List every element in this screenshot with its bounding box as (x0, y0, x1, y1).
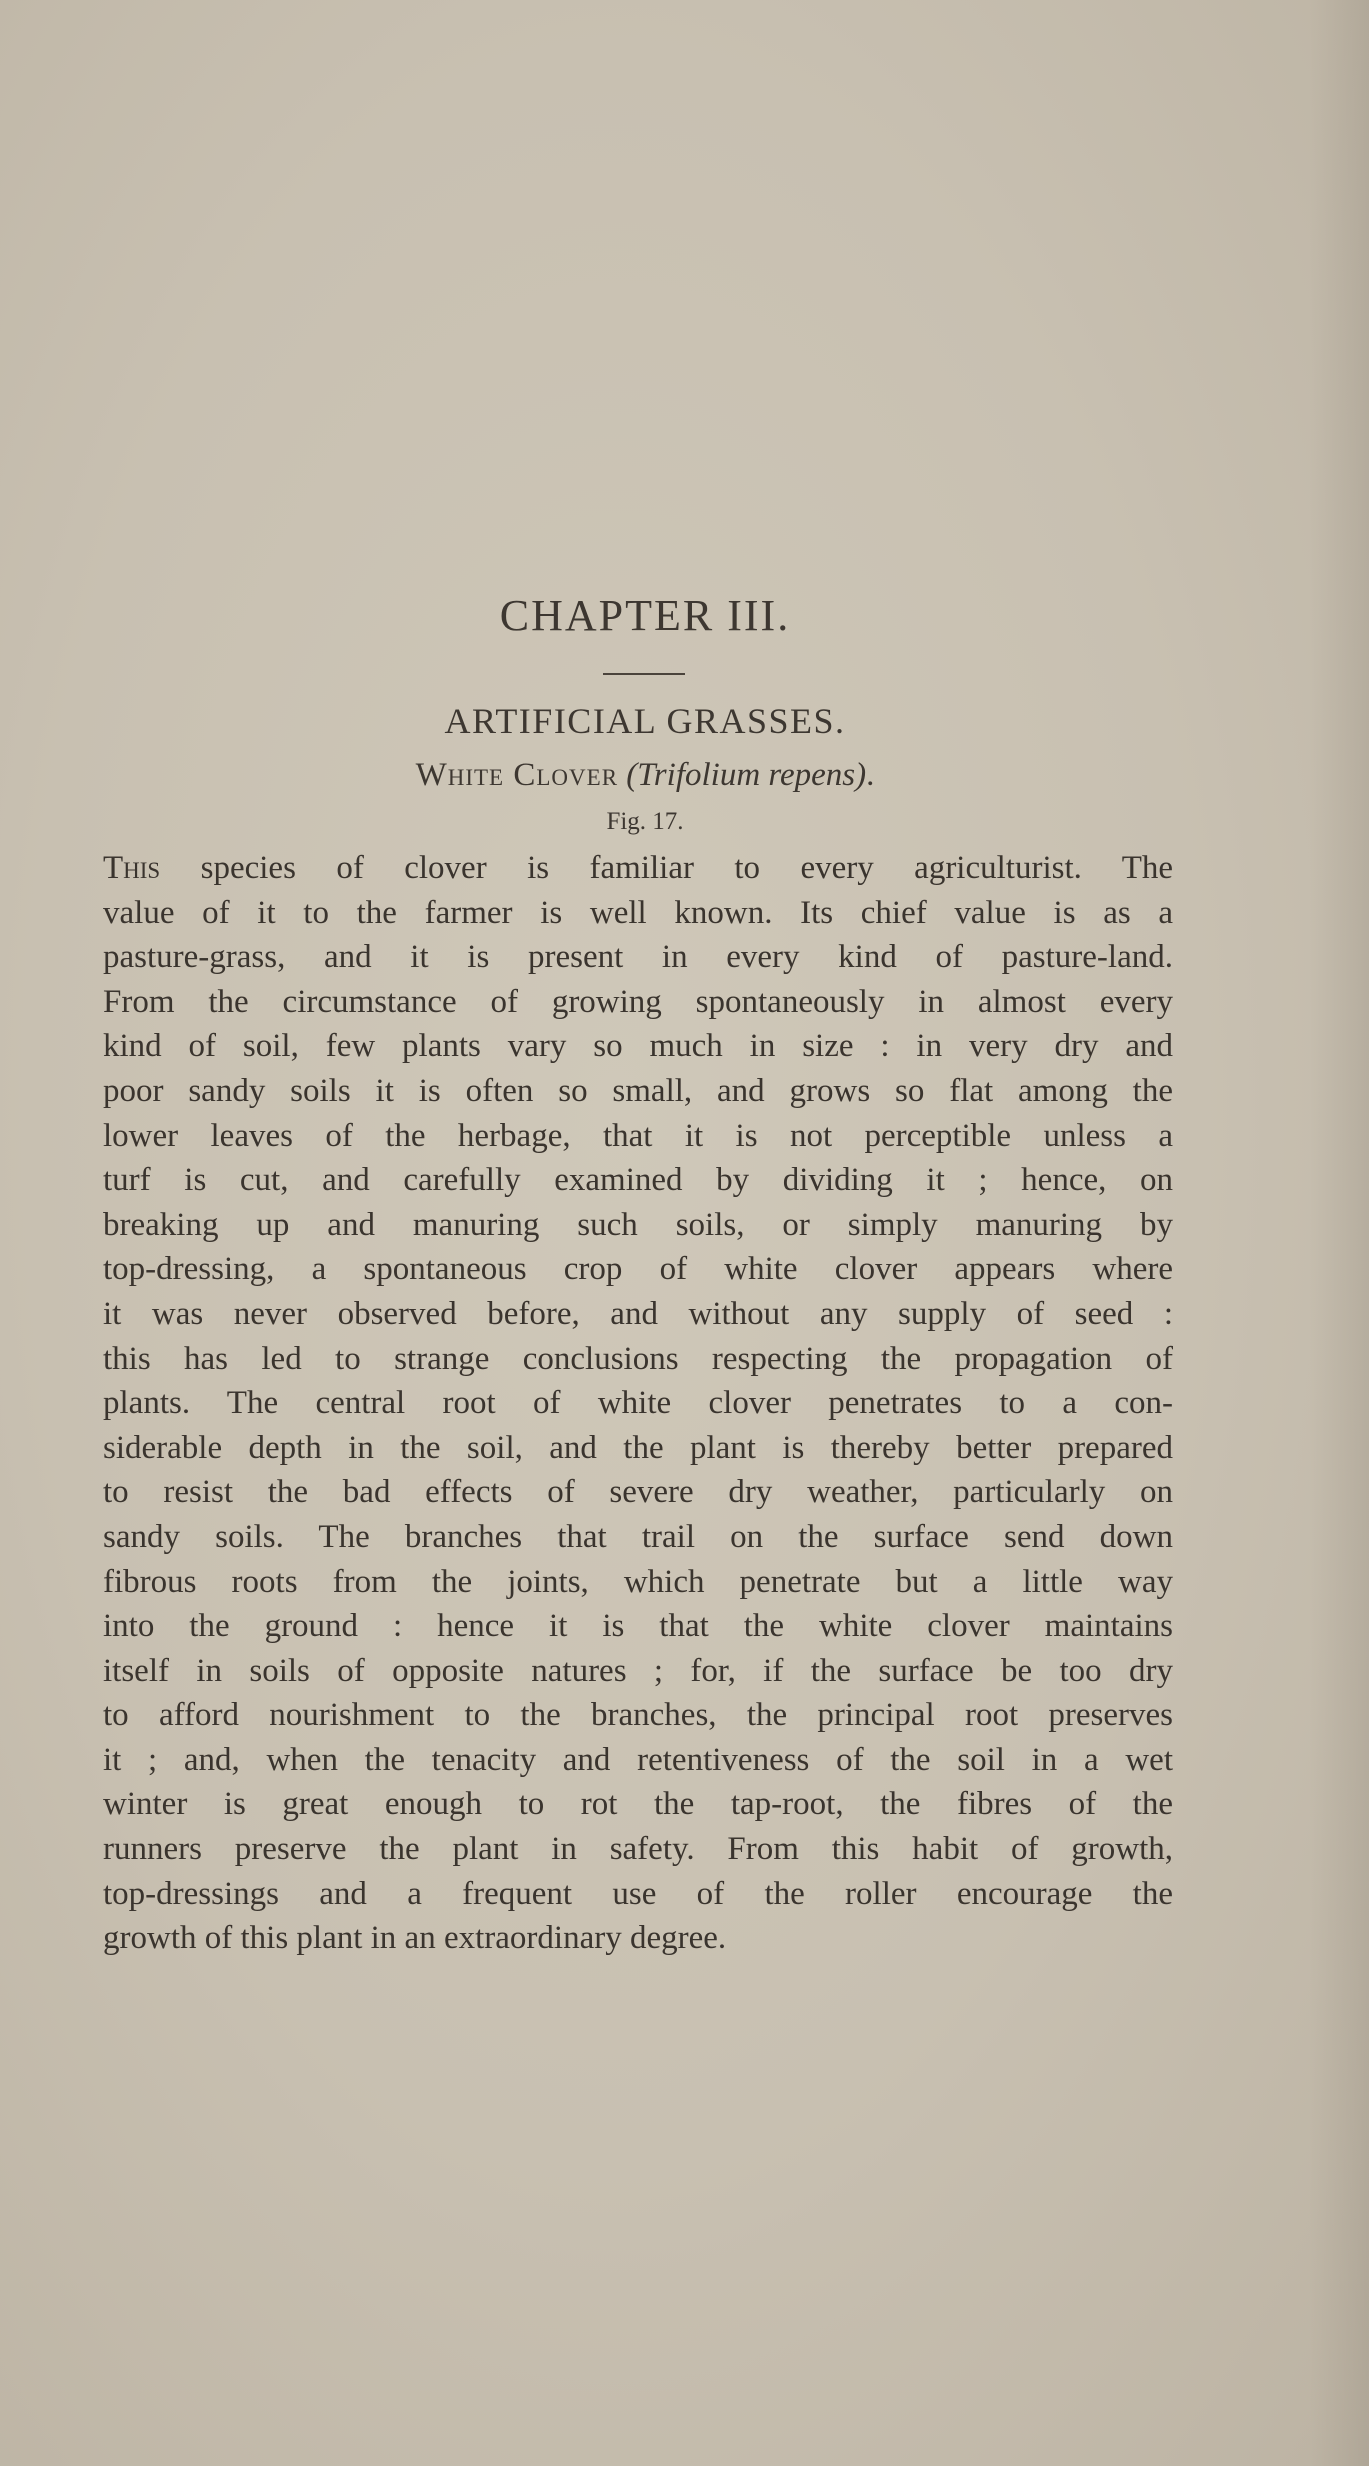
text-line: value of it to the farmer is well known. Its chief value is as a (103, 894, 1173, 931)
latin-name: (Trifolium repens) (626, 757, 867, 793)
text-line: This species of clover is familiar to every agriculturist. The (103, 850, 1173, 886)
text-line: into the ground : hence it is that the white clover maintains (103, 1608, 1173, 1645)
text-line: it ; and, when the tenacity and retentiveness of the soil in a wet (103, 1741, 1173, 1778)
text-line: it was never observed before, and without any supply of seed : (103, 1295, 1173, 1332)
page-edge-shadow (1309, 0, 1369, 2466)
text-line: winter is great enough to rot the tap-root, the fibres of the (103, 1786, 1173, 1823)
text-line: breaking up and manuring such soils, or simply manuring by (103, 1206, 1173, 1243)
text-line: top-dressings and a frequent use of the roller encourage the (103, 1875, 1173, 1912)
first-word: This (103, 850, 161, 886)
common-name: White Clover (415, 757, 619, 793)
text-line: top-dressing, a spontaneous crop of white clover appears where (103, 1251, 1173, 1288)
subsection-title (0, 757, 1290, 794)
text-line: plants. The central root of white clover penetrates to a con- (103, 1385, 1173, 1422)
text-line: siderable depth in the soil, and the plant is thereby better prepared (103, 1429, 1173, 1466)
text-line: pasture-grass, and it is present in every kind of pasture-land. (103, 939, 1173, 976)
text-line: sandy soils. The branches that trail on the surface send down (103, 1518, 1173, 1555)
text-line: runners preserve the plant in safety. From this habit of growth, (103, 1831, 1173, 1868)
title-divider (603, 673, 685, 675)
text-line: fibrous roots from the joints, which penetrate but a little way (103, 1563, 1173, 1600)
text-line: itself in soils of opposite natures ; for, if the surface be too dry (103, 1652, 1173, 1689)
text-line: kind of soil, few plants vary so much in size : in very dry and (103, 1028, 1173, 1065)
text-line-last: growth of this plant in an extraordinary degree. (103, 1920, 727, 1957)
body-paragraph (103, 846, 1173, 1961)
text-line: poor sandy soils it is often so small, and grows so flat among the (103, 1072, 1173, 1109)
text-line: lower leaves of the herbage, that it is not perceptible unless a (103, 1117, 1173, 1154)
text-line: to afford nourishment to the branches, the principal root preserves (103, 1697, 1173, 1734)
chapter-title: CHAPTER III. (499, 591, 791, 640)
text-line: this has led to strange conclusions respecting the propagation of (103, 1340, 1173, 1377)
text-line: to resist the bad effects of severe dry weather, particularly on (103, 1474, 1173, 1511)
subsection-end: . (866, 757, 875, 793)
text-line: turf is cut, and carefully examined by dividing it ; hence, on (103, 1162, 1173, 1199)
text-line: From the circumstance of growing spontaneously in almost every (103, 983, 1173, 1020)
section-title: ARTIFICIAL GRASSES. (444, 701, 846, 741)
figure-label: Fig. 17. (606, 808, 684, 835)
